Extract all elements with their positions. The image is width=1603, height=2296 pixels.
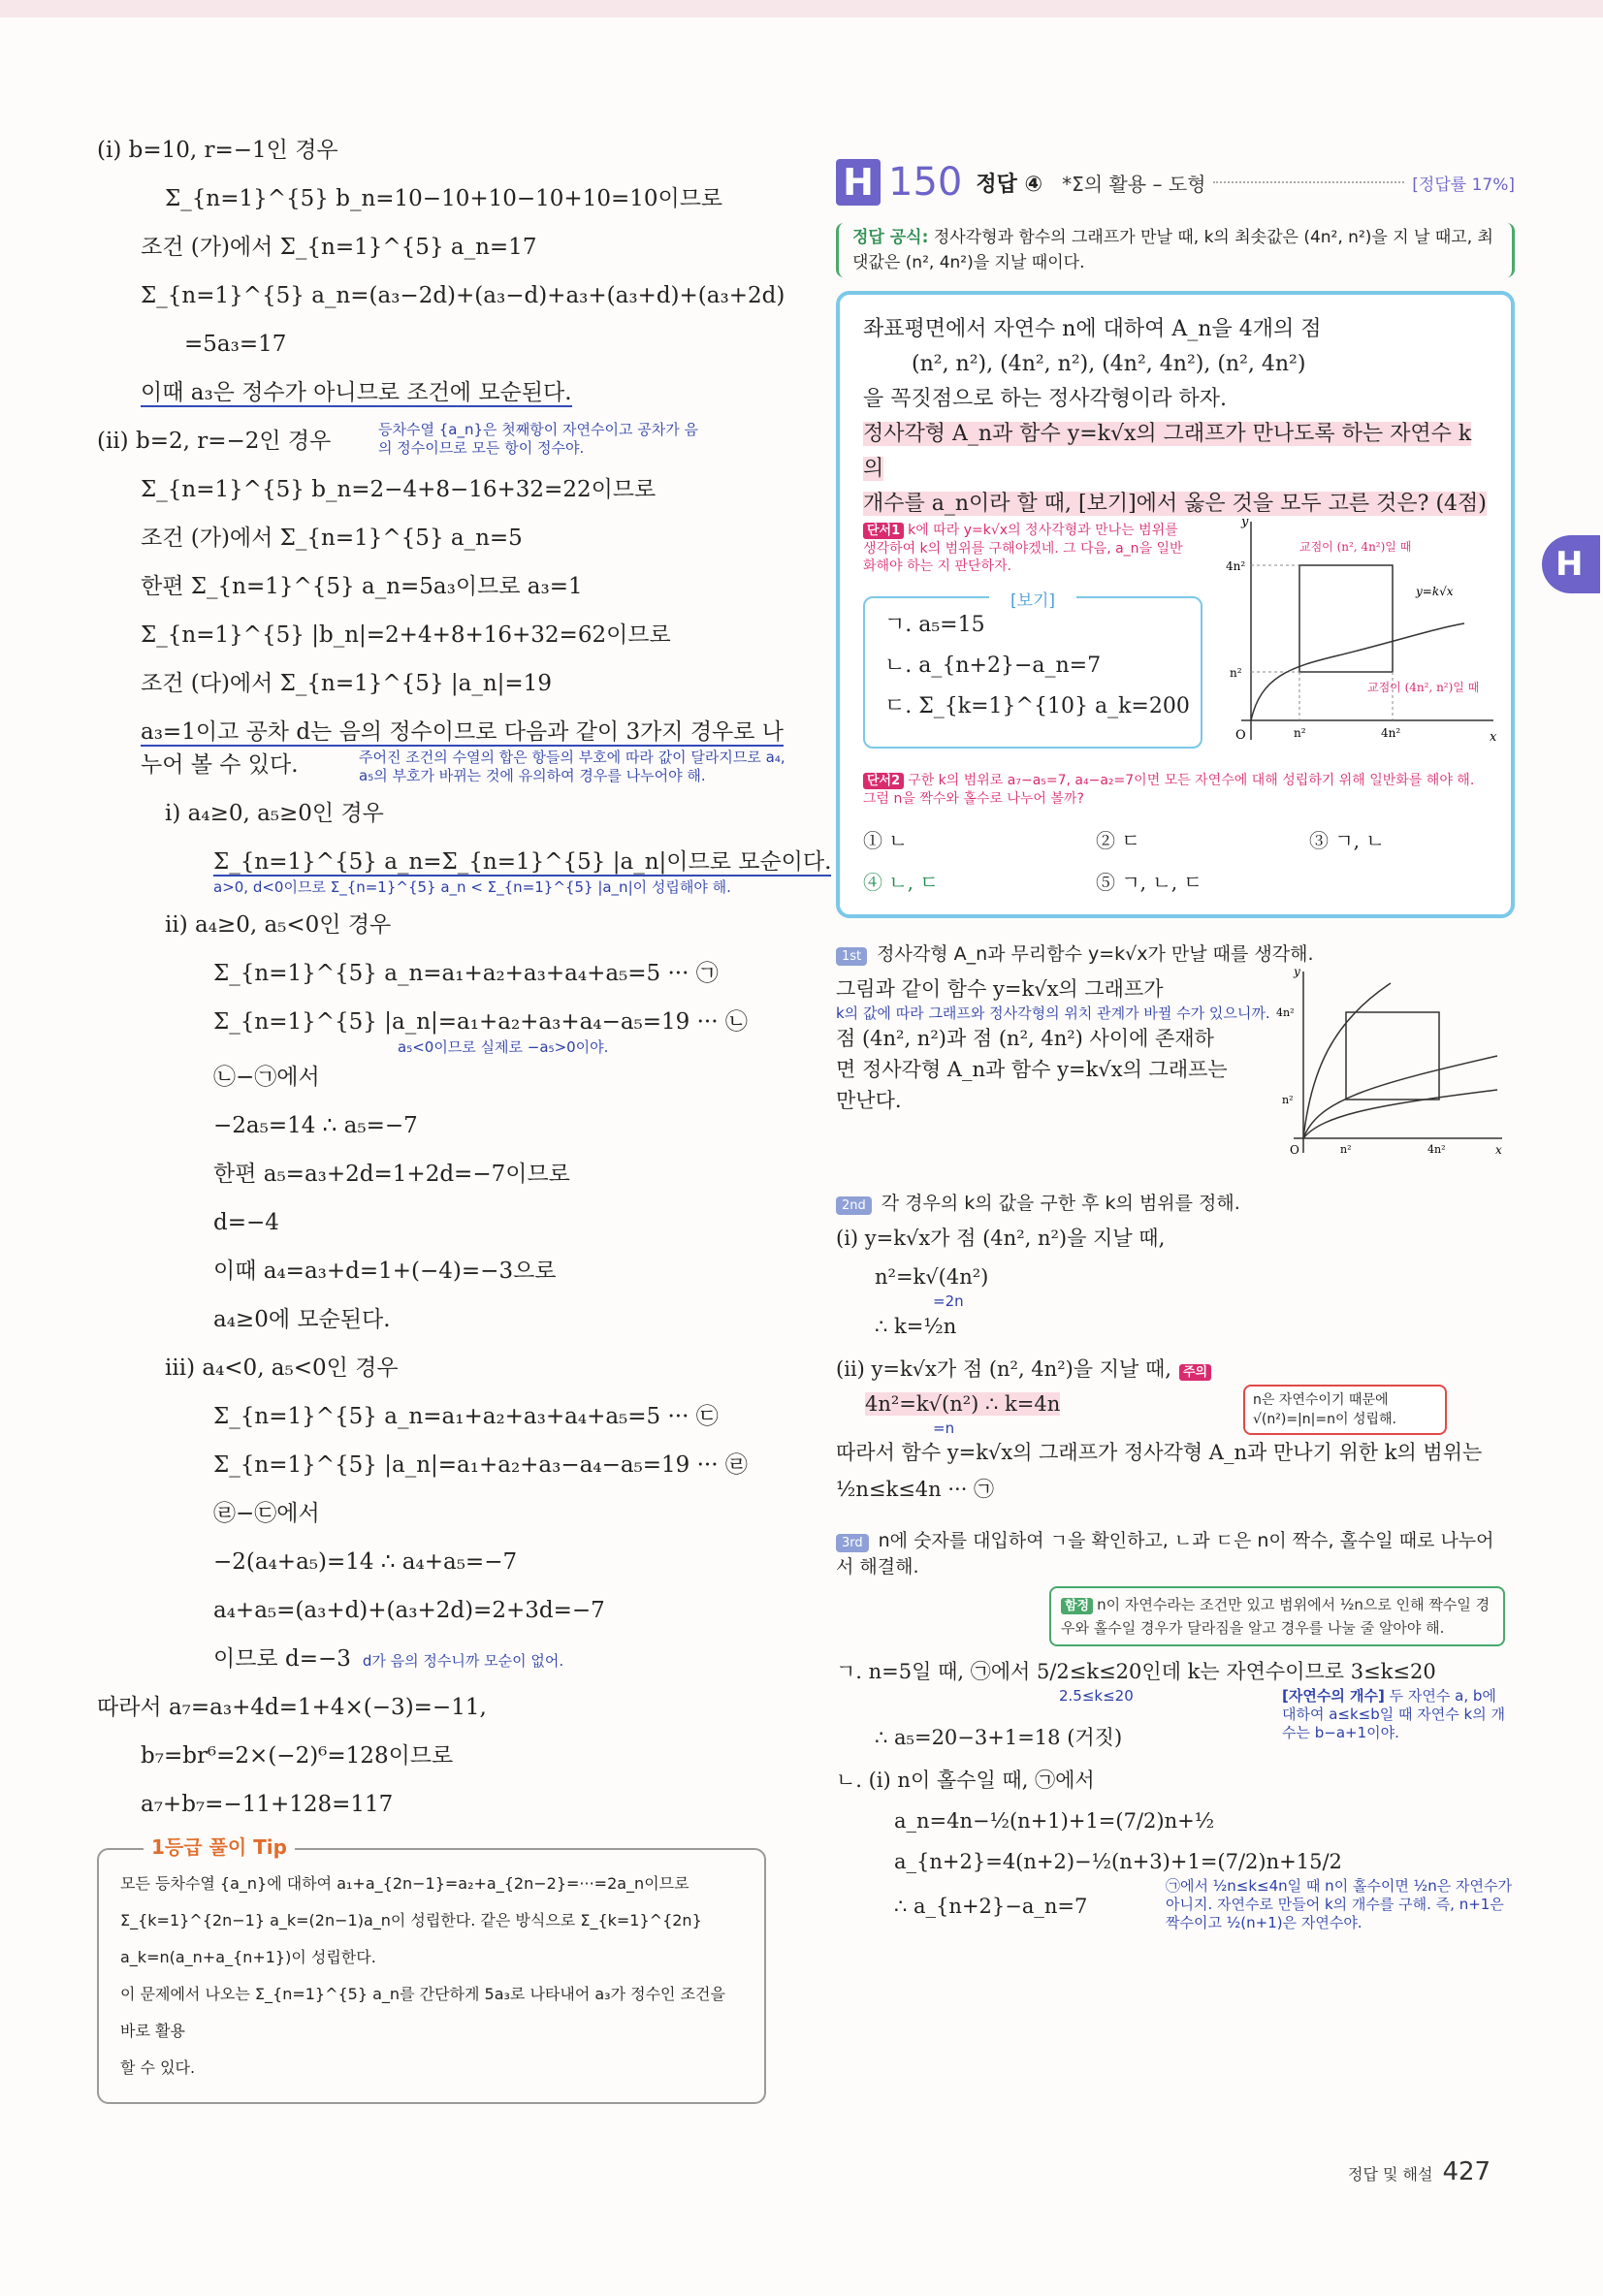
subcase-heading: ⅱ) a₄≥0, a₅<0인 경우 xyxy=(165,912,392,938)
side-note: a>0, d<0이므로 Σ_{n=1}^{5} a_n < Σ_{n=1}^{5} |a_n|이 성립해야 해. xyxy=(213,878,731,896)
subcase-heading: ⅲ) a₄<0, a₅<0인 경우 xyxy=(165,1355,399,1381)
topic-label: *Σ의 활용 – 도형 xyxy=(1062,172,1206,196)
text-line: Σ_{n=1}^{5} a_n=a₁+a₂+a₃+a₄+a₅=5 ··· ㉠ xyxy=(213,961,719,986)
bogi-title: [보기] xyxy=(989,587,1076,611)
tick-label: 4n² xyxy=(1427,1143,1446,1156)
text-line: =5a₃=17 xyxy=(184,332,287,357)
text-line xyxy=(97,1644,785,1674)
choice-3[interactable]: ③ ㄱ, ㄴ xyxy=(1309,829,1385,852)
text-line: Σ_{n=1}^{5} a_n=(a₃−2d)+(a₃−d)+a₃+(a₃+d)+(a₃+2d) xyxy=(141,283,785,308)
accuracy-rate: [정답률 17%] xyxy=(1412,175,1515,195)
step-1-graph xyxy=(1274,964,1507,1158)
text-line: 조건 (가)에서 Σ_{n=1}^{5} a_n=17 xyxy=(141,235,537,260)
subcase-heading: ⅰ) a₄≥0, a₅≥0인 경우 xyxy=(165,801,384,826)
text-fragment: 누어 볼 수 있다. xyxy=(141,752,299,778)
text-line: Σ_{n=1}^{5} a_n=a₁+a₂+a₃+a₄+a₅=5 ··· ㉢ xyxy=(213,1404,719,1429)
text-line: ∴ k=½n xyxy=(875,1315,957,1338)
step-title: 각 경우의 k의 값을 구한 후 k의 범위를 정해. xyxy=(881,1193,1240,1214)
highlighted-text: 4n²=k√(n²) ∴ k=4n xyxy=(865,1392,1061,1416)
text-line: d=−4 xyxy=(213,1210,279,1235)
underlined-text: a₃=1이고 공차 d는 음의 정수이므로 다음과 같이 3가지 경우로 나 xyxy=(141,719,785,745)
text-line: 만난다. xyxy=(836,1089,902,1112)
text-line: 그림과 같이 함수 y=k√x의 그래프가 xyxy=(836,977,1164,1001)
tick-label: 4n² xyxy=(1381,726,1401,740)
x-axis-label: x xyxy=(1495,1143,1502,1157)
question-line: 좌표평면에서 자연수 n에 대하여 A_n을 4개의 점 xyxy=(863,317,1322,341)
tick-label: n² xyxy=(1340,1143,1352,1156)
text-line: (ⅰ) y=k√x가 점 (4n², n²)을 지날 때, xyxy=(836,1227,1166,1250)
text-line: Σ_{n=1}^{5} |a_n|=a₁+a₂+a₃+a₄−a₅=19 ··· ㉡ xyxy=(213,1009,748,1035)
text-line: ∴ a_{n+2}−a_n=7 xyxy=(894,1895,1088,1918)
text-line: 조건 (가)에서 Σ_{n=1}^{5} a_n=5 xyxy=(141,526,523,551)
tip-line: 이 문제에서 나오는 Σ_{n=1}^{5} a_n를 간단하게 5a₃로 나타내어 a₃가 정수인 조건을 바로 활용 xyxy=(120,1985,725,2040)
step-title: n에 숫자를 대입하여 ㄱ을 확인하고, ㄴ과 ㄷ은 n이 짝수, 홀수일 때로 나누어서 해결해. xyxy=(836,1530,1494,1578)
choice-5[interactable]: ⑤ ㄱ, ㄴ, ㄷ xyxy=(1096,871,1202,894)
text-line: Σ_{n=1}^{5} b_n=10−10+10−10+10=10이므로 xyxy=(165,186,723,211)
section-side-tab[interactable]: H xyxy=(1542,535,1600,593)
text-line: −2(a₄+a₅)=14 ∴ a₄+a₅=−7 xyxy=(213,1549,518,1575)
point-note: 교점이 (4n², n²)일 때 xyxy=(1367,681,1480,694)
text-line: ∴ a₅=20−3+1=18 (거짓) xyxy=(875,1726,1123,1749)
text-line: 조건 (다)에서 Σ_{n=1}^{5} |a_n|=19 xyxy=(141,671,552,696)
side-note: =n xyxy=(933,1419,955,1437)
problem-number: 150 xyxy=(888,160,963,205)
bogi-item: ㄴ. a_{n+2}−a_n=7 xyxy=(884,654,1102,678)
step-2-warn-row xyxy=(836,1388,1515,1437)
highlighted-text: 정사각형 A_n과 함수 y=k√x의 그래프가 만나도록 하는 자연수 k의 xyxy=(863,422,1472,481)
text-line: a₇+b₇=−11+128=117 xyxy=(141,1792,394,1817)
text-line: Σ_{n=1}^{5} |b_n|=2+4+8+16+32=62이므로 xyxy=(141,622,671,648)
side-note: 2.5≤k≤20 xyxy=(1059,1687,1134,1705)
step-tag: 3rd xyxy=(836,1534,869,1552)
text-line xyxy=(97,718,785,747)
note-text: 두 자연수 a, b에 대하여 a≤k≤b일 때 자연수 k의 개수는 b−a+1이야. xyxy=(1282,1687,1505,1741)
origin-label: O xyxy=(1235,728,1246,743)
text-fragment: (ⅱ) y=k√x가 점 (n², 4n²)을 지날 때, xyxy=(836,1357,1171,1381)
square-A xyxy=(1299,565,1393,672)
text-line: ㉣−㉢에서 xyxy=(213,1501,320,1526)
underlined-text: 이때 a₃은 정수가 아니므로 조건에 모순된다. xyxy=(141,380,572,405)
square-A xyxy=(1346,1012,1439,1100)
tick-label: n² xyxy=(1282,1094,1294,1106)
hint-1 xyxy=(863,522,1183,575)
step-2-heading xyxy=(836,1189,1515,1215)
question-box xyxy=(836,291,1515,918)
case-1-heading: (ⅰ) b=10, r=−1인 경우 xyxy=(97,138,338,163)
side-note: ㉠에서 ½n≤k≤4n일 때 n이 홀수이면 ½n은 자연수가 아니지. 자연수로 만들어 k의 개수를 구해. 즉, n+1은 짝수이고 ½(n+1)은 자연수야. xyxy=(1166,1877,1512,1931)
step-tag: 2nd xyxy=(836,1196,872,1215)
question-middle xyxy=(863,515,1497,764)
origin-label: O xyxy=(1290,1143,1299,1157)
page-number: 427 xyxy=(1442,2157,1491,2186)
warn-tag: 주의 xyxy=(1179,1364,1211,1381)
side-note: 등차수열 {a_n}은 첫째항이 자연수이고 공차가 음의 정수이므로 모든 항이 정수야. xyxy=(378,421,698,457)
tip-line: 할 수 있다. xyxy=(120,2058,196,2077)
text-line: 한편 Σ_{n=1}^{5} a_n=5a₃이므로 a₃=1 xyxy=(141,574,583,599)
step-1-heading xyxy=(836,940,1515,966)
section-badge: H xyxy=(836,159,881,206)
side-note: d가 음의 정수니까 모순이 없어. xyxy=(362,1652,564,1670)
text-line: ½n≤k≤4n ··· ㉠ xyxy=(836,1478,995,1501)
case-2-text: (ⅱ) b=2, r=−2인 경우 xyxy=(97,429,332,454)
tip-title: 1등급 풀이 Tip xyxy=(144,1829,295,1866)
side-note: k의 값에 따라 그래프와 정사각형의 위치 관계가 바뀔 수가 있으니까. xyxy=(836,1004,1270,1022)
step-title: 정사각형 A_n과 무리함수 y=k√x가 만날 때를 생각해. xyxy=(877,943,1314,965)
trap-tag: 함정 xyxy=(1061,1598,1093,1614)
warning-note: n은 자연수이기 때문에 √(n²)=|n|=n이 성립해. xyxy=(1243,1385,1447,1435)
text-line: ㄱ. n=5일 때, ㉠에서 5/2≤k≤20인데 k는 자연수이므로 3≤k≤20 xyxy=(836,1660,1436,1683)
text-line: Σ_{n=1}^{5} b_n=2−4+8−16+32=22이므로 xyxy=(141,477,657,502)
tip-box xyxy=(97,1835,766,2104)
question-line xyxy=(863,417,1488,487)
choice-4-selected[interactable]: ④ ㄴ, ㄷ xyxy=(863,871,939,894)
note-title: [자연수의 개수] xyxy=(1282,1687,1385,1705)
text-line: a₄+a₅=(a₃+d)+(a₃+2d)=2+3d=−7 xyxy=(213,1598,605,1623)
text-line: ㄴ. (ⅰ) n이 홀수일 때, ㉠에서 xyxy=(836,1769,1095,1792)
side-note: =2n xyxy=(933,1292,964,1310)
underlined-text: Σ_{n=1}^{5} a_n=Σ_{n=1}^{5} |a_n|이므로 모순이다. xyxy=(213,849,832,875)
step-3-final-row xyxy=(836,1877,1515,1964)
step-3-heading xyxy=(836,1526,1505,1578)
curve-label: y=k√x xyxy=(1416,585,1454,598)
footer-label: 정답 및 해설 xyxy=(1348,2165,1433,2184)
hint-tag: 단서2 xyxy=(863,773,904,789)
text-fragment: 이므로 d=−3 xyxy=(213,1646,351,1672)
tick-label: n² xyxy=(1294,726,1306,740)
text-line xyxy=(97,847,832,877)
top-decor-bar xyxy=(0,0,1603,17)
step-tag: 1st xyxy=(836,947,867,966)
formula-text: 정사각형과 함수의 그래프가 만날 때, k의 최솟값은 (4n², n²)을 지 날 때고, 최댓값은 (n², 4n²)을 지날 때이다. xyxy=(852,228,1493,272)
case-2-heading xyxy=(97,421,785,457)
text-line: −2a₅=14 ∴ a₅=−7 xyxy=(213,1113,418,1138)
text-line: a_n=4n−½(n+1)+1=(7/2)n+½ xyxy=(894,1809,1215,1833)
formula-label: 정답 공식: xyxy=(852,228,929,247)
text-line: ㉡−㉠에서 xyxy=(213,1065,320,1090)
point-note: 교점이 (n², 4n²)일 때 xyxy=(1299,540,1412,554)
problem-graph xyxy=(1222,512,1503,754)
tick-label: 4n² xyxy=(1226,559,1246,573)
step-1-body xyxy=(836,965,1515,1167)
trap-text: n이 자연수라는 조건만 있고 범위에서 ½n으로 인해 짝수일 경우와 홀수일 경우가 달라짐을 알고 경우를 나눌 줄 알아야 해. xyxy=(1061,1596,1491,1637)
text-line: 점 (4n², n²)과 점 (n², 4n²) 사이에 존재하 xyxy=(836,1027,1214,1050)
highlighted-text: 개수를 a_n이라 할 때, [보기]에서 옳은 것을 모두 고른 것은? (4점) xyxy=(863,492,1487,516)
tick-label: n² xyxy=(1230,666,1242,680)
text-line: 면 정사각형 A_n과 함수 y=k√x의 그래프는 xyxy=(836,1058,1228,1081)
text-line xyxy=(97,378,785,407)
natural-count-note xyxy=(1282,1687,1505,1742)
y-axis-label: y xyxy=(1241,515,1249,529)
page-footer xyxy=(1348,2157,1491,2186)
hint-text: k에 따라 y=k√x의 정사각형과 만나는 범위를 생각하여 k의 범위를 구해야겠네. 그 다음, a_n을 일반화해야 하는 지 판단하자. xyxy=(863,523,1183,574)
bogi-box xyxy=(863,591,1202,749)
text-line: a_{n+2}=4(n+2)−½(n+3)+1=(7/2)n+15/2 xyxy=(894,1850,1342,1873)
answer-formula xyxy=(836,223,1515,277)
problem-header xyxy=(836,155,1515,209)
choice-1[interactable]: ① ㄴ xyxy=(863,829,908,852)
hint-text: 구한 k의 범위로 a₇−a₅=7, a₄−a₂=7이면 모든 자연수에 대해 성립하기 위해 일반화를 해야 해. 그럼 n을 짝수와 홀수로 나누어 볼까? xyxy=(863,773,1475,807)
tip-line: 모든 등차수열 {a_n}에 대하여 a₁+a_{2n−1}=a₂+a_{2n−2}=···=2a_n이므로 xyxy=(120,1874,689,1893)
tick-label: 4n² xyxy=(1276,1006,1295,1019)
hint-tag: 단서1 xyxy=(863,523,904,539)
leader-dots xyxy=(1213,181,1404,183)
choice-2[interactable]: ② ㄷ xyxy=(1096,829,1140,852)
bogi-item: ㄱ. a₅=15 xyxy=(884,613,985,637)
hint-2 xyxy=(863,772,1488,808)
text-line: b₇=br⁶=2×(−2)⁶=128이므로 xyxy=(141,1743,454,1769)
tip-line: Σ_{k=1}^{2n−1} a_k=(2n−1)a_n이 성립한다. 같은 방식으로 Σ_{k=1}^{2n} a_k=n(a_n+a_{n+1})이 성립한다. xyxy=(120,1911,702,1966)
text-line: 따라서 함수 y=k√x의 그래프가 정사각형 A_n과 만나기 위한 k의 범위는 xyxy=(836,1441,1483,1464)
text-line: 따라서 a₇=a₃+4d=1+4×(−3)=−11, xyxy=(97,1695,487,1720)
text-line: 이때 a₄=a₃+d=1+(−4)=−3으로 xyxy=(213,1259,557,1284)
text-line: 한편 a₅=a₃+2d=1+2d=−7이므로 xyxy=(213,1162,570,1187)
text-line xyxy=(836,1354,1515,1388)
y-axis-label: y xyxy=(1294,965,1300,978)
text-line: a₄≥0에 모순된다. xyxy=(213,1307,391,1332)
text-line xyxy=(97,749,785,784)
question-line: (n², n²), (4n², n²), (4n², 4n²), (n², 4n²) xyxy=(912,352,1306,376)
trap-note xyxy=(1049,1586,1505,1646)
step-3-nat-row xyxy=(836,1687,1515,1765)
question-line: 을 꼭짓점으로 하는 정사각형이라 하자. xyxy=(863,387,1227,411)
bogi-item: ㄷ. Σ_{k=1}^{10} a_k=200 xyxy=(884,694,1190,718)
text-line: Σ_{n=1}^{5} |a_n|=a₁+a₂+a₃−a₄−a₅=19 ··· ㉣ xyxy=(213,1452,748,1478)
text-line: n²=k√(4n²) xyxy=(875,1265,989,1289)
answer-choices xyxy=(863,825,1488,895)
answer-label: 정답 ④ xyxy=(976,172,1043,197)
side-note: 주어진 조건의 수열의 합은 항들의 부호에 따라 값이 달라지므로 a₄, a₅의 부호가 바뀌는 것에 유의하여 경우를 나누어야 해. xyxy=(359,749,785,784)
right-column xyxy=(836,155,1515,1964)
left-column xyxy=(97,136,832,2104)
x-axis-label: x xyxy=(1490,730,1497,745)
side-note: a₅<0이므로 실제로 −a₅>0이야. xyxy=(398,1038,609,1056)
